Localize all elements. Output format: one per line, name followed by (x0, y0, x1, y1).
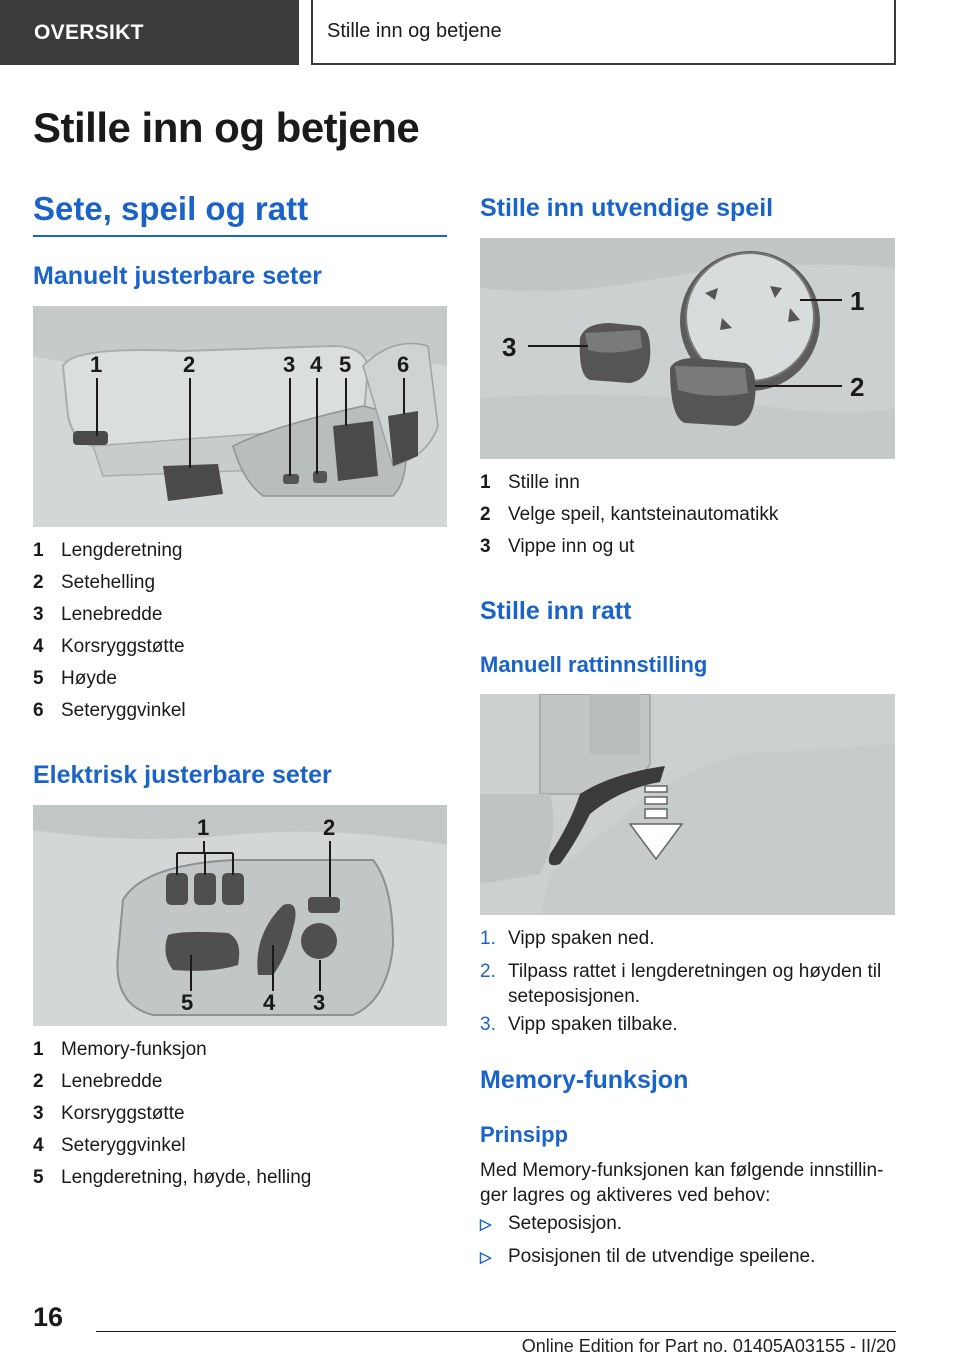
steering-subheading: Manuell rattinnstilling (480, 652, 708, 677)
callout-4: 4 (310, 352, 323, 377)
page-number: 16 (33, 1302, 64, 1332)
callout-1: 1 (90, 352, 103, 377)
callout-2: 2 (850, 372, 865, 402)
section-title: Sete, speil og ratt (33, 190, 309, 227)
memory-heading: Memory-funksjon (480, 1066, 689, 1094)
callout-4: 4 (263, 990, 276, 1015)
list-item: 3. Vipp spaken tilbake. (480, 1014, 678, 1035)
callout-5: 5 (181, 990, 194, 1015)
steering-heading: Stille inn ratt (480, 597, 632, 625)
callout-3: 3 (283, 352, 296, 377)
memory-subheading: Prinsipp (480, 1122, 569, 1147)
manual-seats-heading: Manuelt justerbare seter (33, 262, 322, 290)
callout-6: 6 (397, 352, 410, 377)
list-item: 5 Lengderetning, høyde, helling (33, 1167, 312, 1188)
callout-2: 2 (323, 815, 336, 840)
list-item: 4 Korsryggstøtte (33, 636, 185, 657)
list-item: 6 Seteryggvinkel (33, 700, 186, 721)
section-divider (33, 235, 447, 237)
electric-seats-heading: Elektrisk justerbare seter (33, 761, 332, 789)
callout-1: 1 (197, 815, 210, 840)
electric-seat-figure (33, 805, 447, 1026)
manual-seats-list (33, 535, 447, 727)
mirrors-heading: Stille inn utvendige speil (480, 194, 774, 222)
manual-seat-figure (33, 306, 447, 527)
list-item: 1. Vipp spaken ned. (480, 928, 655, 949)
callout-3: 3 (502, 332, 517, 362)
steering-lever-figure (480, 694, 895, 915)
list-item: 1 Memory-funksjon (33, 1039, 207, 1060)
callout-5: 5 (339, 352, 352, 377)
mirrors-list (480, 467, 895, 563)
footer-edition: Online Edition for Part no. 01405A03155 - II/20 (521, 1336, 896, 1356)
bullet-triangle-icon: ▷ (480, 1249, 492, 1266)
steering-steps (480, 923, 895, 1041)
list-item: 1 Stille inn (480, 472, 580, 493)
list-item: 2. Tilpass rattet i lengderetningen og høyden til seteposisjonen. (480, 961, 882, 1007)
list-item: 3 Korsryggstøtte (33, 1103, 185, 1124)
header-section-tab: OVERSIKT (0, 0, 299, 65)
list-item: ▷ Seteposisjon. (480, 1208, 895, 1241)
electric-seats-list (33, 1034, 447, 1194)
footer-divider (96, 1331, 896, 1332)
list-item: 4 Seteryggvinkel (33, 1135, 186, 1156)
callout-3: 3 (313, 990, 326, 1015)
list-item: 3 Lenebredde (33, 604, 163, 625)
list-item: ▷ Posisjonen til de utvendige speilene. (480, 1241, 895, 1274)
bullet-triangle-icon: ▷ (480, 1216, 492, 1233)
list-item: 2 Velge speil, kantsteinautomatikk (480, 504, 779, 525)
memory-paragraph: Med Memory-funksjonen kan følgende innstillin- ger lagres og aktiveres ved behov: (480, 1160, 884, 1206)
memory-bullets (480, 1208, 895, 1274)
callout-2: 2 (183, 352, 196, 377)
list-item: 2 Lenebredde (33, 1071, 163, 1092)
list-item: 2 Setehelling (33, 572, 156, 593)
list-item: 1 Lengderetning (33, 540, 183, 561)
callout-1: 1 (850, 286, 865, 316)
header-chapter-tab: Stille inn og betjene (311, 0, 896, 65)
list-item: 3 Vippe inn og ut (480, 536, 635, 557)
list-item: 5 Høyde (33, 668, 117, 689)
mirror-switch-figure (480, 238, 895, 459)
page-title: Stille inn og betjene (33, 104, 420, 151)
